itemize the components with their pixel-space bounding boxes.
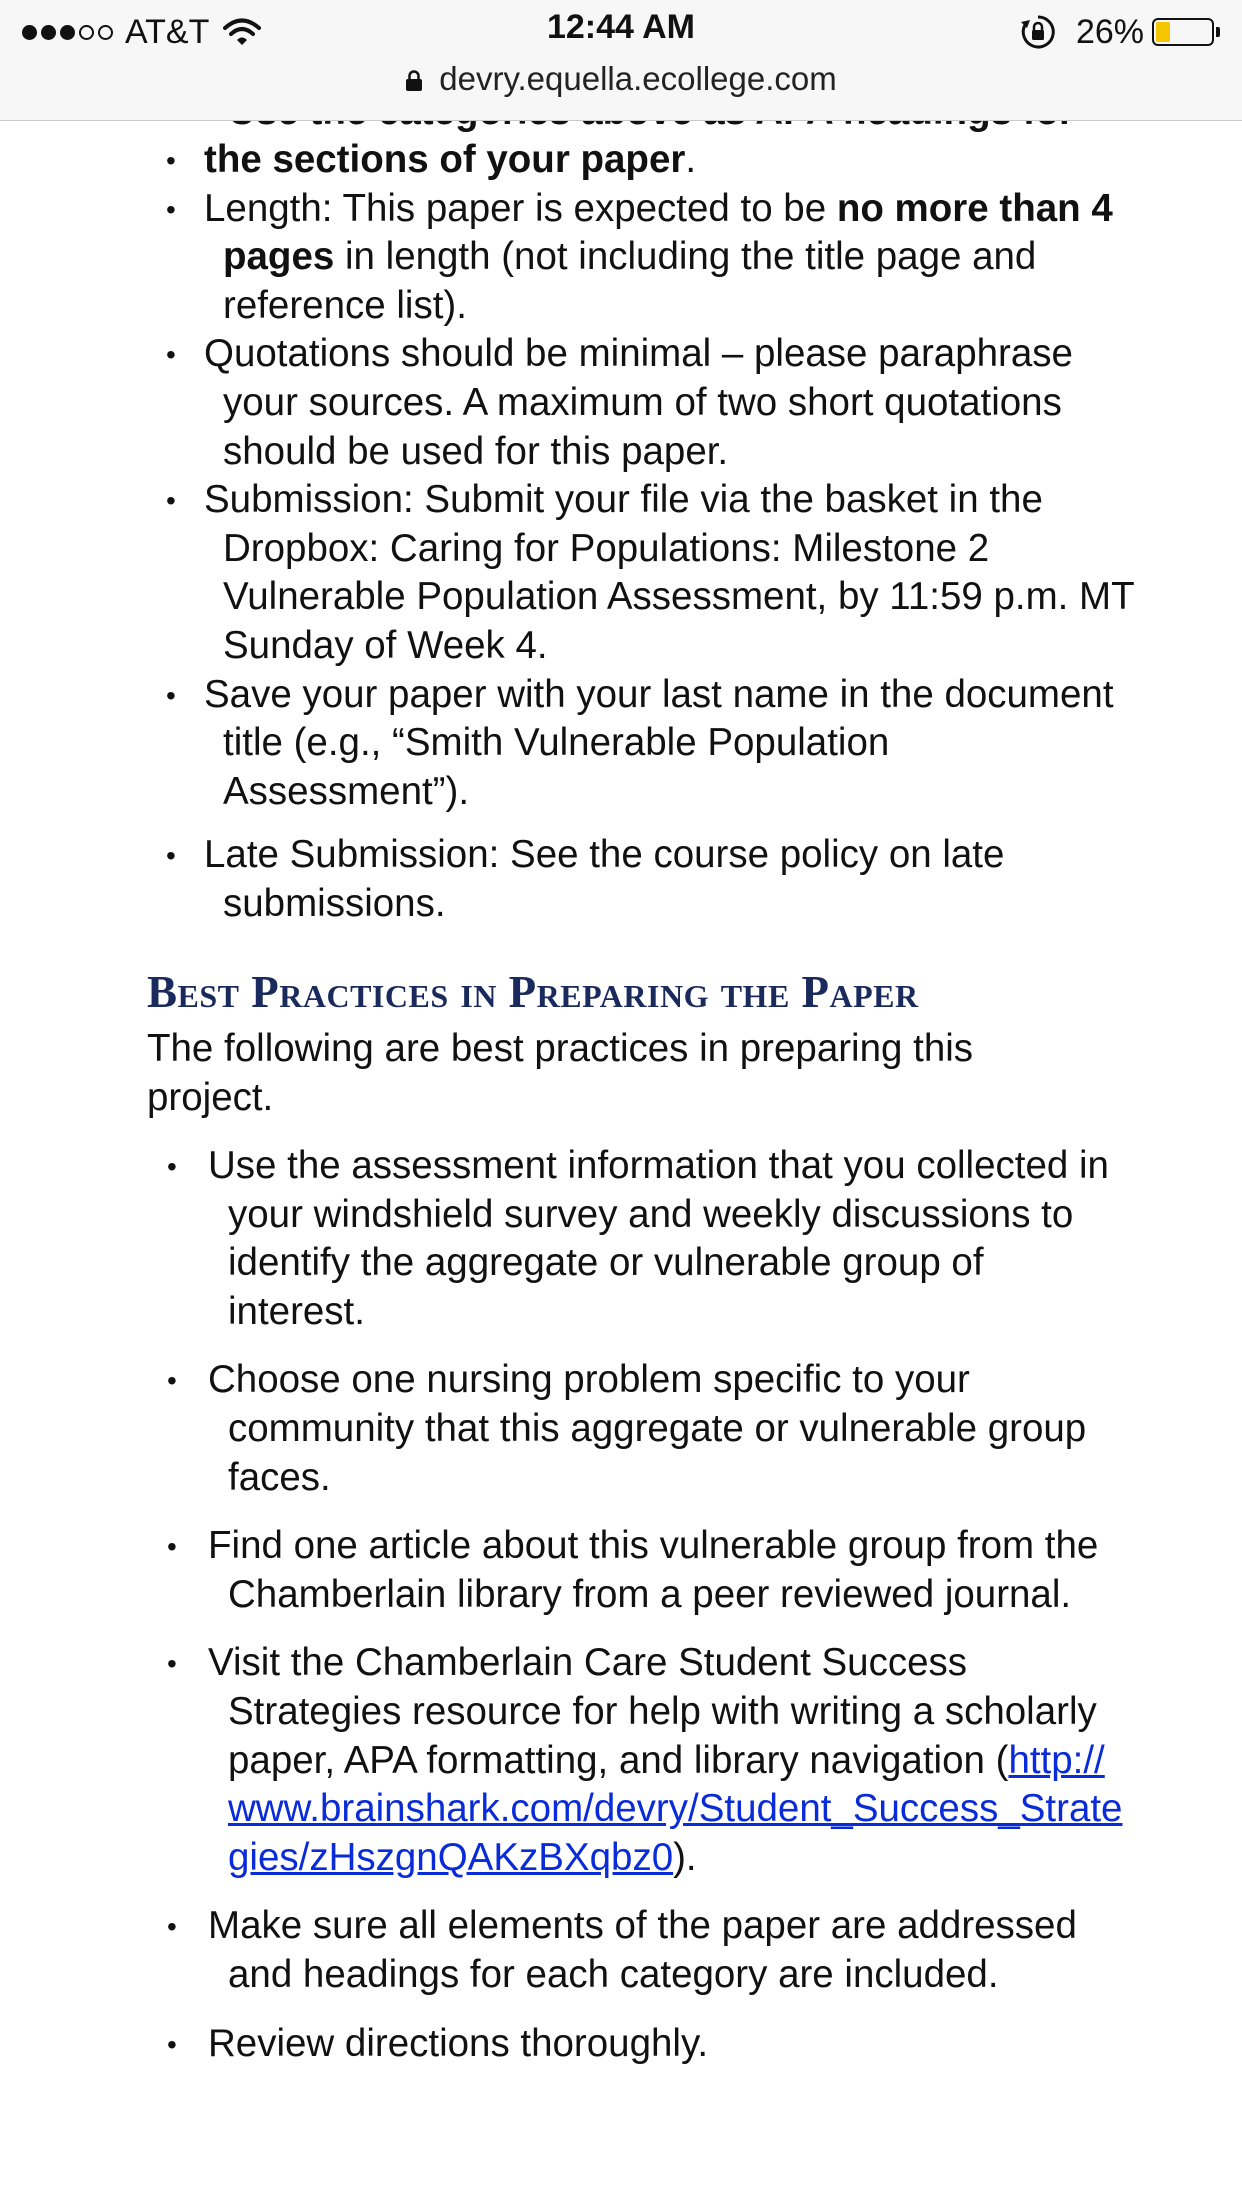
best-practice-item — [0, 1142, 1128, 1336]
requirements-list — [0, 136, 1143, 929]
carrier-name: AT&T — [125, 12, 210, 51]
list-text: in length (not including the title page and reference list). — [223, 235, 1037, 327]
list-text: Visit the Chamberlain Care Student Success Strategies resource for help with writing a scholarly paper, APA formatting, and library navigation ( — [208, 1641, 1097, 1782]
best-practices-list — [0, 1142, 1128, 2068]
battery-tip — [1216, 27, 1220, 37]
best-practice-item — [0, 2020, 1128, 2069]
section-heading: Best Practices in Preparing the Paper — [147, 967, 919, 1017]
list-text: Find one article about this vulnerable group from the Chamberlain library from a peer reviewed journal. — [208, 1524, 1099, 1616]
url-text: devry.equella.ecollege.com — [439, 60, 837, 97]
requirement-item — [0, 185, 1143, 331]
requirement-item — [0, 330, 1143, 476]
best-practice-item — [0, 1356, 1128, 1502]
battery-level — [1156, 22, 1170, 42]
requirement-item — [0, 671, 1143, 817]
list-text: Length: This paper is expected to be — [204, 186, 837, 230]
bold-text: no more than 4 pages — [223, 186, 1113, 279]
list-text: Submission: Submit your file via the basket in the Dropbox: Caring for Populations: Milestone 2 Vulnerable Population Assessment, by 11:59 p.m. MT Sunday of Week 4. — [204, 478, 1134, 667]
list-text: ). — [673, 1835, 697, 1879]
list-text: Review directions thoroughly. — [208, 2021, 709, 2065]
list-text: . — [685, 138, 697, 181]
requirement-item — [0, 831, 1143, 928]
status-right — [1020, 10, 1220, 54]
best-practice-item — [0, 1522, 1128, 1619]
list-text: Late Submission: See the course policy on late submissions. — [204, 833, 1005, 925]
list-text: Quotations should be minimal – please paraphrase your sources. A maximum of two short quotations should be used for this paper. — [204, 332, 1073, 473]
list-text: Make sure all elements of the paper are addressed and headings for each category are included. — [208, 1904, 1077, 1996]
padlock-icon — [405, 70, 423, 92]
clock: 12:44 AM — [546, 8, 696, 46]
bold-text: the sections of your paper — [204, 138, 686, 181]
section-intro: The following are best practices in preparing this project. — [147, 1027, 974, 1119]
best-practice-item — [0, 1639, 1128, 1882]
address-bar[interactable] — [0, 60, 1242, 98]
requirement-item — [0, 476, 1143, 670]
list-text: Use the assessment information that you collected in your windshield survey and weekly discussions to identify the aggregate or vulnerable group of interest. — [208, 1144, 1109, 1333]
list-text: Save your paper with your last name in the document title (e.g., “Smith Vulnerable Population Assessment”). — [204, 672, 1114, 813]
best-practice-item — [0, 1902, 1128, 1999]
battery-percentage: 26% — [1075, 12, 1144, 51]
requirement-item — [0, 136, 1143, 185]
rotation-lock-icon — [1020, 14, 1056, 50]
list-text: Choose one nursing problem specific to your community that this aggregate or vulnerable group faces. — [208, 1358, 1087, 1499]
status-bar — [0, 0, 1242, 121]
resource-link[interactable]: http://www.brainshark.com/devry/Student_Success_Strategies/zHszgnQAKzBXqbz0 — [228, 1738, 1123, 1879]
battery-icon — [1152, 18, 1214, 46]
